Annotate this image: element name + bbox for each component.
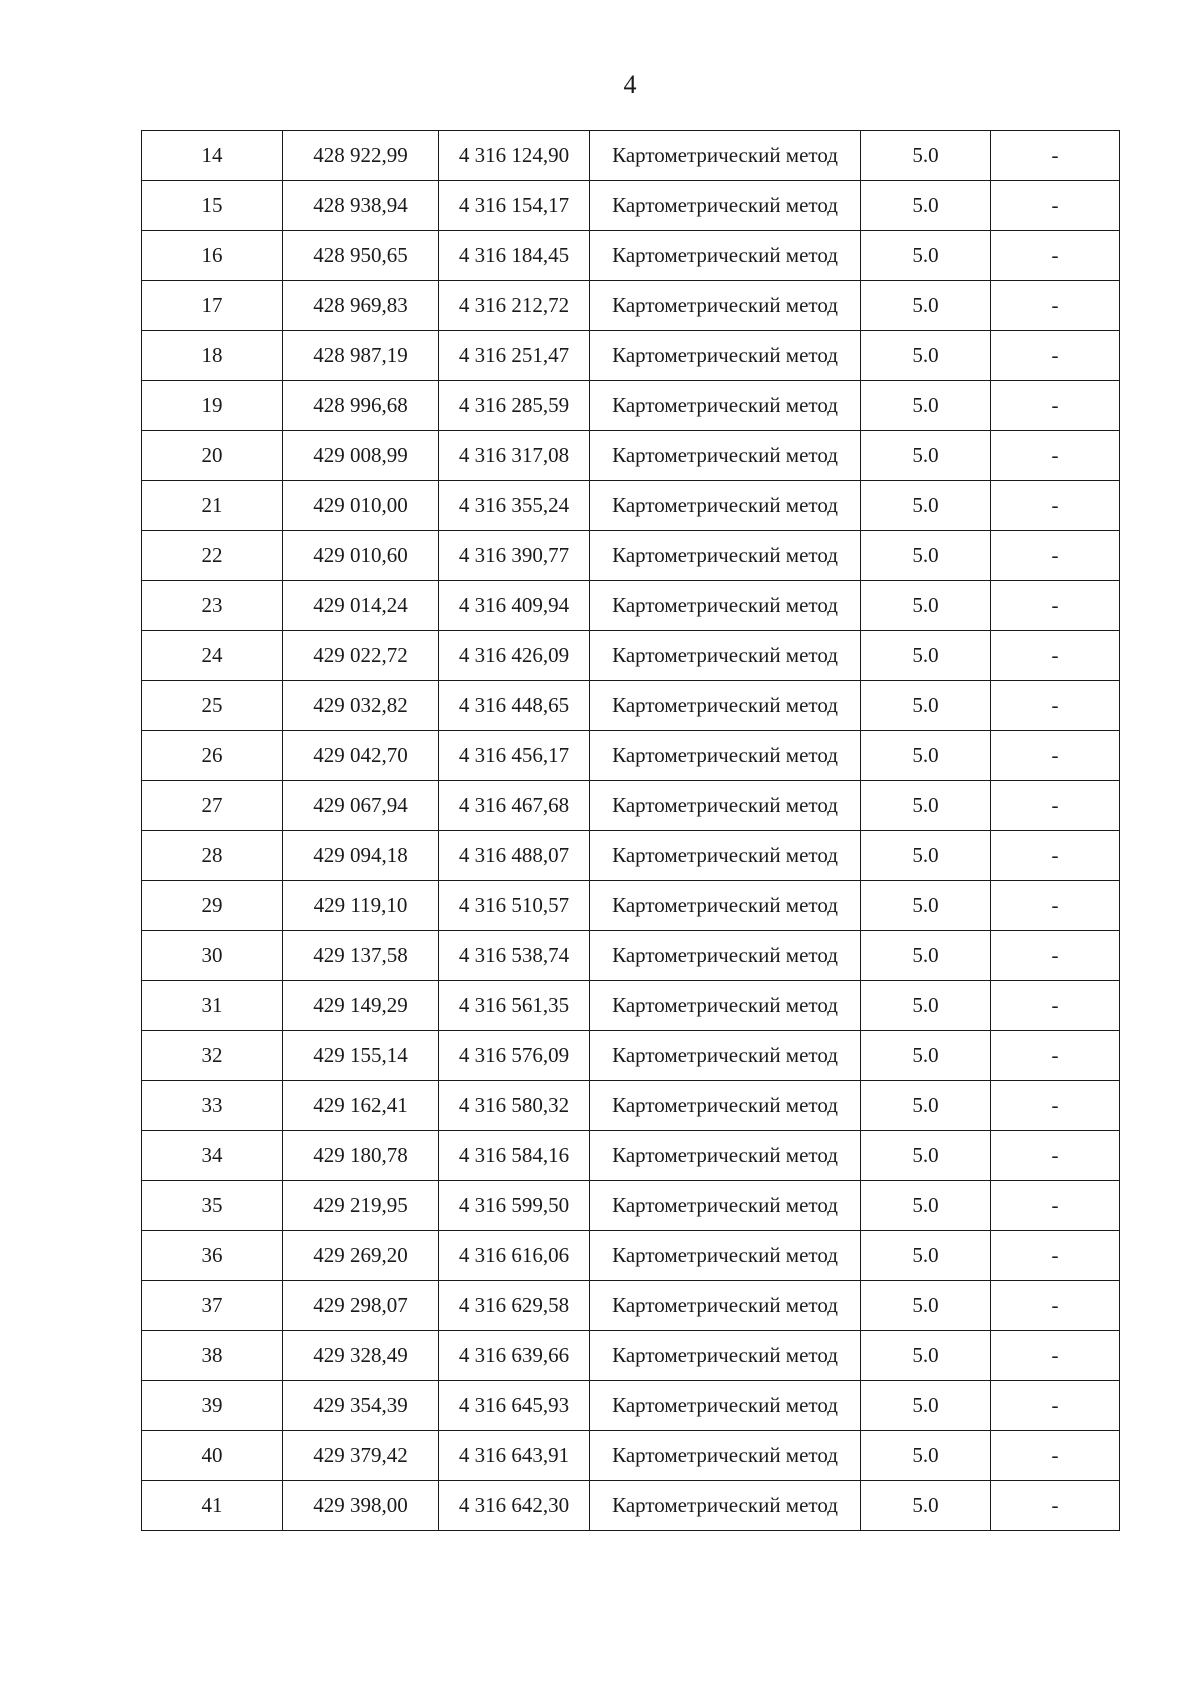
note-cell: -	[991, 1281, 1120, 1331]
method-cell: Картометрический метод	[590, 1481, 861, 1531]
x-coordinate-cell: 428 987,19	[283, 331, 439, 381]
y-coordinate-cell: 4 316 616,06	[439, 1231, 590, 1281]
method-cell: Картометрический метод	[590, 431, 861, 481]
point-number-cell: 22	[142, 531, 283, 581]
method-cell: Картометрический метод	[590, 1281, 861, 1331]
note-cell: -	[991, 131, 1120, 181]
note-cell: -	[991, 1331, 1120, 1381]
table-row	[142, 1131, 1120, 1181]
coordinates-table	[141, 130, 1120, 1531]
note-cell: -	[991, 1231, 1120, 1281]
point-number-cell: 20	[142, 431, 283, 481]
method-cell: Картометрический метод	[590, 581, 861, 631]
x-coordinate-cell: 429 298,07	[283, 1281, 439, 1331]
table-row	[142, 381, 1120, 431]
note-cell: -	[991, 231, 1120, 281]
accuracy-cell: 5.0	[861, 1081, 991, 1131]
table-row	[142, 1381, 1120, 1431]
accuracy-cell: 5.0	[861, 931, 991, 981]
method-cell: Картометрический метод	[590, 381, 861, 431]
note-cell: -	[991, 531, 1120, 581]
x-coordinate-cell: 429 219,95	[283, 1181, 439, 1231]
y-coordinate-cell: 4 316 629,58	[439, 1281, 590, 1331]
x-coordinate-cell: 429 010,60	[283, 531, 439, 581]
accuracy-cell: 5.0	[861, 181, 991, 231]
accuracy-cell: 5.0	[861, 831, 991, 881]
method-cell: Картометрический метод	[590, 1131, 861, 1181]
x-coordinate-cell: 429 042,70	[283, 731, 439, 781]
method-cell: Картометрический метод	[590, 881, 861, 931]
point-number-cell: 30	[142, 931, 283, 981]
note-cell: -	[991, 431, 1120, 481]
x-coordinate-cell: 429 162,41	[283, 1081, 439, 1131]
table-row	[142, 531, 1120, 581]
table-row	[142, 1281, 1120, 1331]
method-cell: Картометрический метод	[590, 281, 861, 331]
method-cell: Картометрический метод	[590, 531, 861, 581]
table-row	[142, 1481, 1120, 1531]
method-cell: Картометрический метод	[590, 931, 861, 981]
page-number: 4	[623, 70, 637, 99]
y-coordinate-cell: 4 316 538,74	[439, 931, 590, 981]
method-cell: Картометрический метод	[590, 331, 861, 381]
point-number-cell: 41	[142, 1481, 283, 1531]
point-number-cell: 17	[142, 281, 283, 331]
method-cell: Картометрический метод	[590, 831, 861, 881]
table-row	[142, 1181, 1120, 1231]
x-coordinate-cell: 429 398,00	[283, 1481, 439, 1531]
accuracy-cell: 5.0	[861, 531, 991, 581]
note-cell: -	[991, 181, 1120, 231]
table-row	[142, 731, 1120, 781]
point-number-cell: 40	[142, 1431, 283, 1481]
point-number-cell: 23	[142, 581, 283, 631]
table-row	[142, 231, 1120, 281]
table-row	[142, 781, 1120, 831]
accuracy-cell: 5.0	[861, 731, 991, 781]
point-number-cell: 26	[142, 731, 283, 781]
point-number-cell: 35	[142, 1181, 283, 1231]
point-number-cell: 38	[142, 1331, 283, 1381]
point-number-cell: 37	[142, 1281, 283, 1331]
table-row	[142, 331, 1120, 381]
table-row	[142, 1031, 1120, 1081]
y-coordinate-cell: 4 316 639,66	[439, 1331, 590, 1381]
method-cell: Картометрический метод	[590, 231, 861, 281]
table-row	[142, 181, 1120, 231]
y-coordinate-cell: 4 316 409,94	[439, 581, 590, 631]
y-coordinate-cell: 4 316 317,08	[439, 431, 590, 481]
note-cell: -	[991, 631, 1120, 681]
note-cell: -	[991, 581, 1120, 631]
note-cell: -	[991, 931, 1120, 981]
y-coordinate-cell: 4 316 467,68	[439, 781, 590, 831]
method-cell: Картометрический метод	[590, 1031, 861, 1081]
point-number-cell: 28	[142, 831, 283, 881]
x-coordinate-cell: 429 379,42	[283, 1431, 439, 1481]
note-cell: -	[991, 731, 1120, 781]
table-row	[142, 131, 1120, 181]
accuracy-cell: 5.0	[861, 1131, 991, 1181]
point-number-cell: 25	[142, 681, 283, 731]
table-row	[142, 1231, 1120, 1281]
point-number-cell: 16	[142, 231, 283, 281]
accuracy-cell: 5.0	[861, 881, 991, 931]
x-coordinate-cell: 429 067,94	[283, 781, 439, 831]
y-coordinate-cell: 4 316 355,24	[439, 481, 590, 531]
point-number-cell: 31	[142, 981, 283, 1031]
y-coordinate-cell: 4 316 576,09	[439, 1031, 590, 1081]
y-coordinate-cell: 4 316 124,90	[439, 131, 590, 181]
note-cell: -	[991, 1081, 1120, 1131]
x-coordinate-cell: 429 032,82	[283, 681, 439, 731]
point-number-cell: 36	[142, 1231, 283, 1281]
y-coordinate-cell: 4 316 580,32	[439, 1081, 590, 1131]
point-number-cell: 34	[142, 1131, 283, 1181]
point-number-cell: 27	[142, 781, 283, 831]
method-cell: Картометрический метод	[590, 131, 861, 181]
x-coordinate-cell: 429 180,78	[283, 1131, 439, 1181]
y-coordinate-cell: 4 316 584,16	[439, 1131, 590, 1181]
accuracy-cell: 5.0	[861, 1231, 991, 1281]
y-coordinate-cell: 4 316 426,09	[439, 631, 590, 681]
y-coordinate-cell: 4 316 643,91	[439, 1431, 590, 1481]
x-coordinate-cell: 428 922,99	[283, 131, 439, 181]
accuracy-cell: 5.0	[861, 1331, 991, 1381]
method-cell: Картометрический метод	[590, 1431, 861, 1481]
y-coordinate-cell: 4 316 184,45	[439, 231, 590, 281]
y-coordinate-cell: 4 316 390,77	[439, 531, 590, 581]
accuracy-cell: 5.0	[861, 481, 991, 531]
x-coordinate-cell: 429 155,14	[283, 1031, 439, 1081]
x-coordinate-cell: 429 010,00	[283, 481, 439, 531]
note-cell: -	[991, 1381, 1120, 1431]
table-row	[142, 681, 1120, 731]
accuracy-cell: 5.0	[861, 581, 991, 631]
accuracy-cell: 5.0	[861, 781, 991, 831]
x-coordinate-cell: 428 996,68	[283, 381, 439, 431]
y-coordinate-cell: 4 316 154,17	[439, 181, 590, 231]
x-coordinate-cell: 429 149,29	[283, 981, 439, 1031]
point-number-cell: 39	[142, 1381, 283, 1431]
y-coordinate-cell: 4 316 448,65	[439, 681, 590, 731]
table-row	[142, 1331, 1120, 1381]
x-coordinate-cell: 429 014,24	[283, 581, 439, 631]
y-coordinate-cell: 4 316 561,35	[439, 981, 590, 1031]
accuracy-cell: 5.0	[861, 1431, 991, 1481]
y-coordinate-cell: 4 316 510,57	[439, 881, 590, 931]
accuracy-cell: 5.0	[861, 281, 991, 331]
note-cell: -	[991, 281, 1120, 331]
point-number-cell: 14	[142, 131, 283, 181]
x-coordinate-cell: 428 969,83	[283, 281, 439, 331]
accuracy-cell: 5.0	[861, 1481, 991, 1531]
note-cell: -	[991, 481, 1120, 531]
y-coordinate-cell: 4 316 212,72	[439, 281, 590, 331]
table-row	[142, 981, 1120, 1031]
accuracy-cell: 5.0	[861, 631, 991, 681]
accuracy-cell: 5.0	[861, 431, 991, 481]
method-cell: Картометрический метод	[590, 1381, 861, 1431]
method-cell: Картометрический метод	[590, 631, 861, 681]
method-cell: Картометрический метод	[590, 481, 861, 531]
method-cell: Картометрический метод	[590, 1331, 861, 1381]
method-cell: Картометрический метод	[590, 1081, 861, 1131]
table-row	[142, 881, 1120, 931]
method-cell: Картометрический метод	[590, 1181, 861, 1231]
accuracy-cell: 5.0	[861, 331, 991, 381]
note-cell: -	[991, 981, 1120, 1031]
note-cell: -	[991, 781, 1120, 831]
accuracy-cell: 5.0	[861, 1181, 991, 1231]
y-coordinate-cell: 4 316 285,59	[439, 381, 590, 431]
point-number-cell: 33	[142, 1081, 283, 1131]
x-coordinate-cell: 429 269,20	[283, 1231, 439, 1281]
note-cell: -	[991, 381, 1120, 431]
table-row	[142, 831, 1120, 881]
note-cell: -	[991, 1431, 1120, 1481]
accuracy-cell: 5.0	[861, 1281, 991, 1331]
method-cell: Картометрический метод	[590, 181, 861, 231]
table-row	[142, 1431, 1120, 1481]
y-coordinate-cell: 4 316 642,30	[439, 1481, 590, 1531]
accuracy-cell: 5.0	[861, 131, 991, 181]
x-coordinate-cell: 429 094,18	[283, 831, 439, 881]
note-cell: -	[991, 1481, 1120, 1531]
accuracy-cell: 5.0	[861, 381, 991, 431]
x-coordinate-cell: 429 022,72	[283, 631, 439, 681]
point-number-cell: 15	[142, 181, 283, 231]
accuracy-cell: 5.0	[861, 1381, 991, 1431]
note-cell: -	[991, 1131, 1120, 1181]
table-row	[142, 281, 1120, 331]
table-row	[142, 581, 1120, 631]
y-coordinate-cell: 4 316 488,07	[439, 831, 590, 881]
y-coordinate-cell: 4 316 645,93	[439, 1381, 590, 1431]
table-row	[142, 631, 1120, 681]
point-number-cell: 19	[142, 381, 283, 431]
table-row	[142, 481, 1120, 531]
note-cell: -	[991, 1031, 1120, 1081]
note-cell: -	[991, 331, 1120, 381]
point-number-cell: 32	[142, 1031, 283, 1081]
x-coordinate-cell: 429 119,10	[283, 881, 439, 931]
table-row	[142, 1081, 1120, 1131]
point-number-cell: 24	[142, 631, 283, 681]
accuracy-cell: 5.0	[861, 231, 991, 281]
method-cell: Картометрический метод	[590, 681, 861, 731]
table-row	[142, 431, 1120, 481]
point-number-cell: 18	[142, 331, 283, 381]
point-number-cell: 29	[142, 881, 283, 931]
note-cell: -	[991, 881, 1120, 931]
x-coordinate-cell: 429 137,58	[283, 931, 439, 981]
method-cell: Картометрический метод	[590, 781, 861, 831]
note-cell: -	[991, 831, 1120, 881]
method-cell: Картометрический метод	[590, 1231, 861, 1281]
method-cell: Картометрический метод	[590, 981, 861, 1031]
x-coordinate-cell: 428 950,65	[283, 231, 439, 281]
note-cell: -	[991, 1181, 1120, 1231]
y-coordinate-cell: 4 316 456,17	[439, 731, 590, 781]
y-coordinate-cell: 4 316 599,50	[439, 1181, 590, 1231]
x-coordinate-cell: 428 938,94	[283, 181, 439, 231]
x-coordinate-cell: 429 328,49	[283, 1331, 439, 1381]
x-coordinate-cell: 429 008,99	[283, 431, 439, 481]
x-coordinate-cell: 429 354,39	[283, 1381, 439, 1431]
accuracy-cell: 5.0	[861, 681, 991, 731]
point-number-cell: 21	[142, 481, 283, 531]
coordinates-table-body	[142, 131, 1120, 1531]
table-row	[142, 931, 1120, 981]
y-coordinate-cell: 4 316 251,47	[439, 331, 590, 381]
accuracy-cell: 5.0	[861, 981, 991, 1031]
method-cell: Картометрический метод	[590, 731, 861, 781]
note-cell: -	[991, 681, 1120, 731]
accuracy-cell: 5.0	[861, 1031, 991, 1081]
